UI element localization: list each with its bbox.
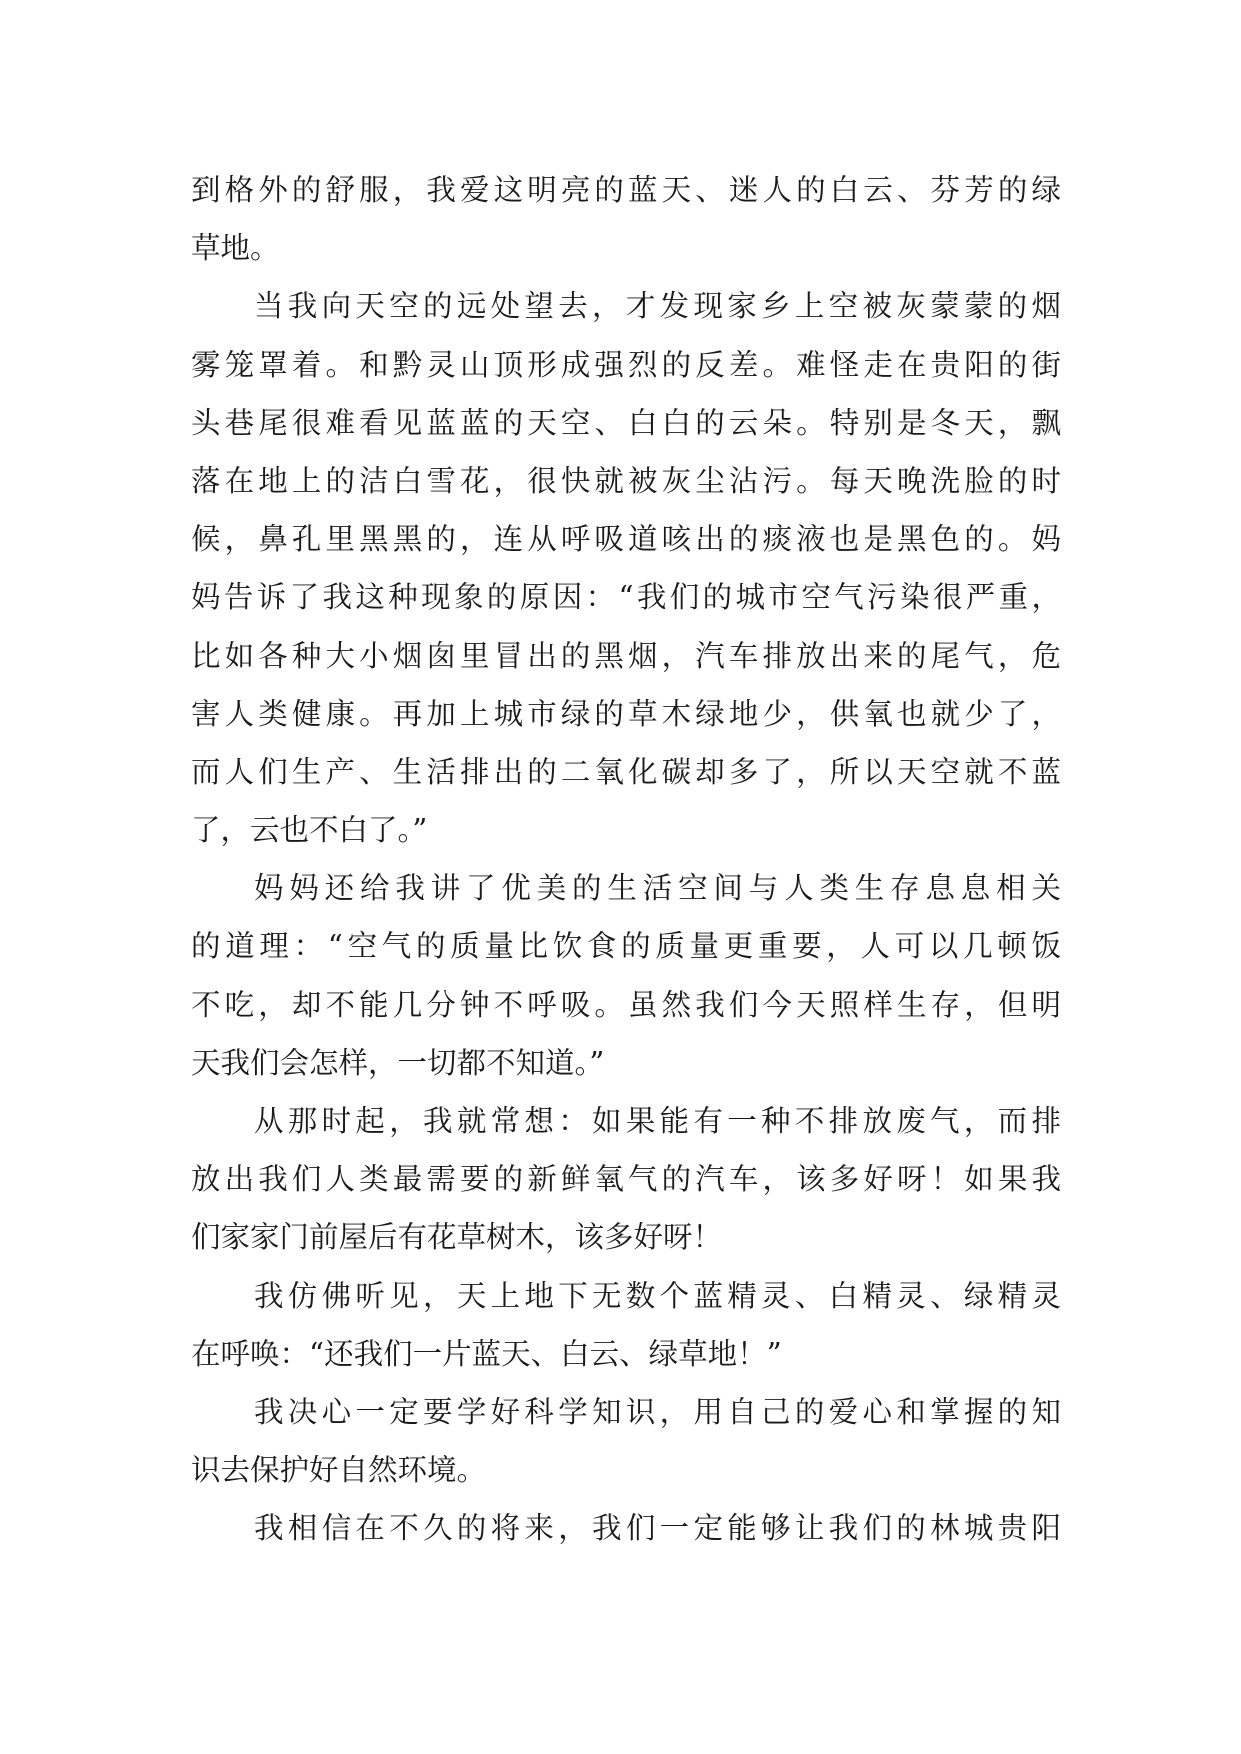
text-line: 候，鼻孔里黑黑的，连从呼吸道咳出的痰液也是黑色的。妈 bbox=[191, 522, 1061, 557]
text-line: 妈告诉了我这种现象的原因：“我们的城市空气污染很严重， bbox=[191, 580, 1061, 615]
text-line: 我决心一定要学好科学知识，用自己的爱心和掌握的知 bbox=[254, 1394, 1061, 1429]
text-line: 到格外的舒服，我爱这明亮的蓝天、迷人的白云、芬芳的绿 bbox=[191, 173, 1061, 207]
text-line: 头巷尾很难看见蓝蓝的天空、白白的云朵。特别是冬天，飘 bbox=[191, 405, 1061, 440]
text-line: 雾笼罩着。和黔灵山顶形成强烈的反差。难怪走在贵阳的街 bbox=[191, 347, 1061, 382]
text-line: 而人们生产、生活排出的二氧化碳却多了，所以天空就不蓝 bbox=[191, 754, 1061, 789]
text-line: 我相信在不久的将来，我们一定能够让我们的林城贵阳 bbox=[254, 1511, 1061, 1546]
text-line: 放出我们人类最需要的新鲜氧气的汽车，该多好呀！如果我 bbox=[191, 1162, 1061, 1197]
body-text bbox=[191, 161, 1061, 1558]
text-line: 害人类健康。再加上城市绿的草木绿地少，供氧也就少了， bbox=[191, 696, 1061, 731]
text-line: 们家家门前屋后有花草树木，该多好呀！ bbox=[191, 1220, 723, 1255]
text-line: 落在地上的洁白雪花，很快就被灰尘沾污。每天晚洗脸的时 bbox=[191, 463, 1061, 498]
text-line: 我仿佛听见，天上地下无数个蓝精灵、白精灵、绿精灵 bbox=[254, 1278, 1061, 1313]
text-line: 不吃，却不能几分钟不呼吸。虽然我们今天照样生存，但明 bbox=[191, 987, 1061, 1022]
text-line: 在呼唤：“还我们一片蓝天、白云、绿草地！” bbox=[191, 1336, 782, 1371]
text-line: 的道理：“空气的质量比饮食的质量更重要，人可以几顿饭 bbox=[191, 929, 1061, 964]
text-line: 草地。 bbox=[191, 231, 280, 266]
text-line: 识去保护好自然环境。 bbox=[191, 1453, 487, 1488]
text-line: 了，云也不白了。” bbox=[191, 813, 428, 848]
text-line: 比如各种大小烟囱里冒出的黑烟，汽车排放出来的尾气，危 bbox=[191, 638, 1061, 673]
text-line: 从那时起，我就常想：如果能有一种不排放废气，而排 bbox=[254, 1104, 1061, 1138]
text-line: 当我向天空的远处望去，才发现家乡上空被灰蒙蒙的烟 bbox=[254, 289, 1061, 324]
text-line: 妈妈还给我讲了优美的生活空间与人类生存息息相关 bbox=[254, 871, 1061, 906]
text-line: 天我们会怎样，一切都不知道。” bbox=[191, 1045, 605, 1080]
